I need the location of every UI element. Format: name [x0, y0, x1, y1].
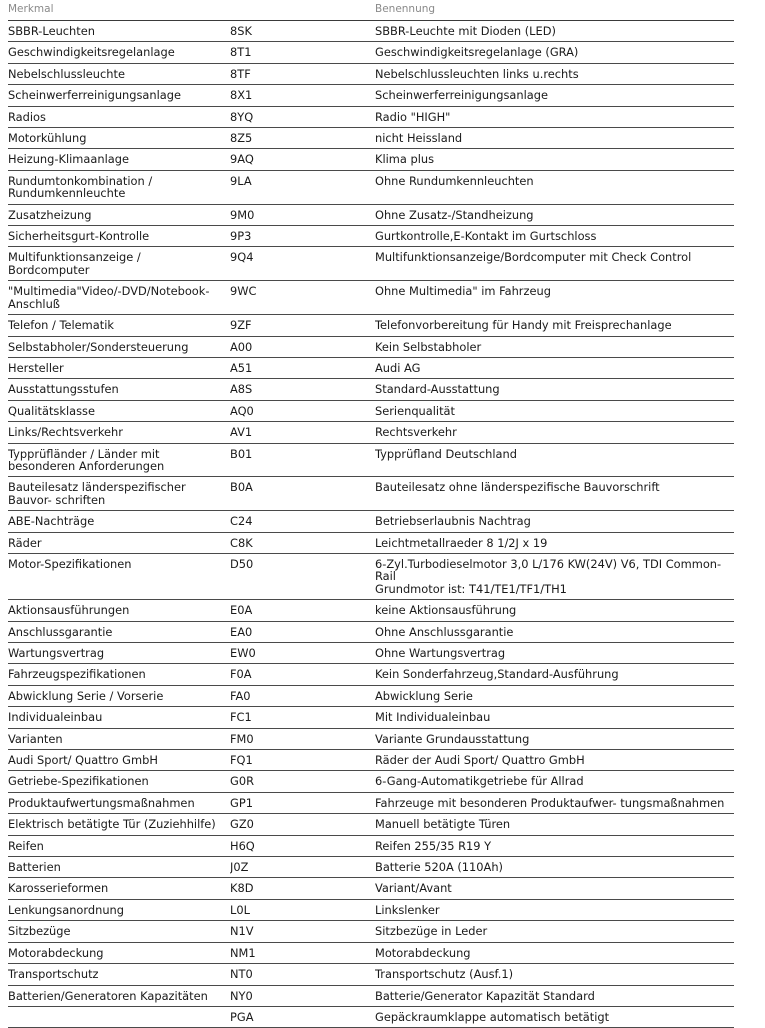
benennung-cell: Reifen 255/35 R19 Y [375, 835, 734, 856]
code-cell: 8X1 [230, 85, 375, 106]
benennung-cell: Ohne Wartungsvertrag [375, 643, 734, 664]
code-cell: 9WC [230, 281, 375, 315]
code-cell: GP1 [230, 792, 375, 813]
table-row [8, 477, 734, 511]
table-row [8, 106, 734, 127]
merkmal-cell: Ausstattungsstufen [8, 379, 230, 400]
benennung-cell: Gepäckraumklappe automatisch betätigt [375, 1006, 734, 1027]
table-row [8, 857, 734, 878]
benennung-cell: Ohne Multimedia" im Fahrzeug [375, 281, 734, 315]
benennung-cell: Kein Sonderfahrzeug,Standard-Ausführung [375, 664, 734, 685]
merkmal-cell: Individualeinbau [8, 707, 230, 728]
benennung-cell: Nebelschlussleuchten links u.rechts [375, 63, 734, 84]
benennung-cell: Abwicklung Serie [375, 685, 734, 706]
benennung-cell: Kein Selbstabholer [375, 336, 734, 357]
benennung-cell: Fahrzeuge mit besonderen Produktaufwer- tungsmaßnahmen [375, 792, 734, 813]
merkmal-cell: Räder [8, 532, 230, 553]
merkmal-cell: Getriebe-Spezifikationen [8, 771, 230, 792]
benennung-cell: Typprüfland Deutschland [375, 443, 734, 477]
merkmal-cell: Abwicklung Serie / Vorserie [8, 685, 230, 706]
merkmal-cell: Elektrisch betätigte Tür (Zuziehhilfe) [8, 814, 230, 835]
benennung-cell: Sitzbezüge in Leder [375, 921, 734, 942]
table-row [8, 707, 734, 728]
table-row [8, 315, 734, 336]
benennung-cell: Variant/Avant [375, 878, 734, 899]
table-row [8, 247, 734, 281]
benennung-cell: 6-Gang-Automatikgetriebe für Allrad [375, 771, 734, 792]
code-cell: FA0 [230, 685, 375, 706]
merkmal-cell: Typprüfländer / Länder mit besonderen Anforderungen [8, 443, 230, 477]
benennung-cell: Gurtkontrolle,E-Kontakt im Gurtschloss [375, 226, 734, 247]
code-cell: A51 [230, 357, 375, 378]
benennung-cell: SBBR-Leuchte mit Dioden (LED) [375, 21, 734, 42]
table-row [8, 128, 734, 149]
code-cell: GZ0 [230, 814, 375, 835]
code-cell: A8S [230, 379, 375, 400]
merkmal-cell: Motorabdeckung [8, 942, 230, 963]
benennung-cell: Motorabdeckung [375, 942, 734, 963]
merkmal-cell: Karosserieformen [8, 878, 230, 899]
table-row [8, 226, 734, 247]
code-cell: J0Z [230, 857, 375, 878]
merkmal-cell: Geschwindigkeitsregelanlage [8, 42, 230, 63]
table-row [8, 878, 734, 899]
benennung-cell: keine Aktionsausführung [375, 600, 734, 621]
code-cell: N1V [230, 921, 375, 942]
benennung-cell: Manuell betätigte Türen [375, 814, 734, 835]
benennung-cell: Multifunktionsanzeige/Bordcomputer mit Check Control [375, 247, 734, 281]
options-table-body [8, 21, 734, 1028]
merkmal-cell: Multifunktionsanzeige / Bordcomputer [8, 247, 230, 281]
table-row [8, 835, 734, 856]
table-row [8, 422, 734, 443]
table-row [8, 964, 734, 985]
table-row [8, 814, 734, 835]
benennung-cell: Ohne Rundumkennleuchten [375, 170, 734, 204]
merkmal-cell: Wartungsvertrag [8, 643, 230, 664]
benennung-cell: Rechtsverkehr [375, 422, 734, 443]
merkmal-cell: SBBR-Leuchten [8, 21, 230, 42]
merkmal-cell: Fahrzeugspezifikationen [8, 664, 230, 685]
code-cell: B01 [230, 443, 375, 477]
merkmal-cell: "Multimedia"Video/-DVD/Notebook- Anschluß [8, 281, 230, 315]
benennung-cell: Betriebserlaubnis Nachtrag [375, 511, 734, 532]
code-cell: 8T1 [230, 42, 375, 63]
code-cell: B0A [230, 477, 375, 511]
merkmal-cell: Batterien/Generatoren Kapazitäten [8, 985, 230, 1006]
benennung-cell: Transportschutz (Ausf.1) [375, 964, 734, 985]
merkmal-cell: Anschlussgarantie [8, 621, 230, 642]
code-cell: FC1 [230, 707, 375, 728]
code-cell: G0R [230, 771, 375, 792]
code-cell: 9P3 [230, 226, 375, 247]
header-benennung: Benennung [375, 3, 436, 15]
code-cell: 8YQ [230, 106, 375, 127]
merkmal-cell: Zusatzheizung [8, 204, 230, 225]
table-row [8, 149, 734, 170]
code-cell: D50 [230, 553, 375, 599]
benennung-cell: Ohne Zusatz-/Standheizung [375, 204, 734, 225]
table-header [8, 0, 734, 21]
code-cell: 9LA [230, 170, 375, 204]
benennung-cell: Klima plus [375, 149, 734, 170]
table-row [8, 792, 734, 813]
benennung-cell: Geschwindigkeitsregelanlage (GRA) [375, 42, 734, 63]
table-row [8, 170, 734, 204]
table-row [8, 63, 734, 84]
table-row [8, 899, 734, 920]
benennung-cell: Ohne Anschlussgarantie [375, 621, 734, 642]
merkmal-cell: Transportschutz [8, 964, 230, 985]
merkmal-cell: Radios [8, 106, 230, 127]
merkmal-cell [8, 1006, 230, 1027]
benennung-cell: Audi AG [375, 357, 734, 378]
code-cell: NT0 [230, 964, 375, 985]
code-cell: K8D [230, 878, 375, 899]
table-row [8, 357, 734, 378]
table-row [8, 643, 734, 664]
merkmal-cell: Varianten [8, 728, 230, 749]
code-cell: H6Q [230, 835, 375, 856]
merkmal-cell: Motorkühlung [8, 128, 230, 149]
table-row [8, 942, 734, 963]
code-cell: 9AQ [230, 149, 375, 170]
code-cell: 9Q4 [230, 247, 375, 281]
code-cell: E0A [230, 600, 375, 621]
table-row [8, 553, 734, 599]
table-row [8, 21, 734, 42]
code-cell: 8TF [230, 63, 375, 84]
table-row [8, 771, 734, 792]
table-row [8, 532, 734, 553]
merkmal-cell: Aktionsausführungen [8, 600, 230, 621]
code-cell: EA0 [230, 621, 375, 642]
merkmal-cell: Selbstabholer/Sondersteuerung [8, 336, 230, 357]
benennung-cell: 6-Zyl.Turbodieselmotor 3,0 L/176 KW(24V) V6, TDI Common-Rail Grundmotor ist: T41/TE1/TF1/TH1 [375, 553, 734, 599]
code-cell: NM1 [230, 942, 375, 963]
merkmal-cell: Links/Rechtsverkehr [8, 422, 230, 443]
benennung-cell: Variante Grundausstattung [375, 728, 734, 749]
benennung-cell: Radio "HIGH" [375, 106, 734, 127]
table-row [8, 400, 734, 421]
code-cell: C8K [230, 532, 375, 553]
table-row [8, 621, 734, 642]
code-cell: L0L [230, 899, 375, 920]
header-merkmal: Merkmal [8, 3, 54, 15]
table-row [8, 600, 734, 621]
table-row [8, 204, 734, 225]
table-row [8, 443, 734, 477]
merkmal-cell: Sitzbezüge [8, 921, 230, 942]
merkmal-cell: Motor-Spezifikationen [8, 553, 230, 599]
table-row [8, 728, 734, 749]
benennung-cell: Räder der Audi Sport/ Quattro GmbH [375, 750, 734, 771]
merkmal-cell: Nebelschlussleuchte [8, 63, 230, 84]
benennung-cell: Scheinwerferreinigungsanlage [375, 85, 734, 106]
table-row [8, 750, 734, 771]
code-cell: 8SK [230, 21, 375, 42]
code-cell: 9ZF [230, 315, 375, 336]
code-cell: EW0 [230, 643, 375, 664]
merkmal-cell: Heizung-Klimaanlage [8, 149, 230, 170]
code-cell: FQ1 [230, 750, 375, 771]
benennung-cell: Serienqualität [375, 400, 734, 421]
code-cell: AQ0 [230, 400, 375, 421]
code-cell: FM0 [230, 728, 375, 749]
table-row [8, 281, 734, 315]
merkmal-cell: Reifen [8, 835, 230, 856]
table-row [8, 511, 734, 532]
table-row [8, 664, 734, 685]
code-cell: A00 [230, 336, 375, 357]
code-cell: NY0 [230, 985, 375, 1006]
merkmal-cell: Scheinwerferreinigungsanlage [8, 85, 230, 106]
benennung-cell: Mit Individualeinbau [375, 707, 734, 728]
merkmal-cell: Telefon / Telematik [8, 315, 230, 336]
merkmal-cell: Qualitätsklasse [8, 400, 230, 421]
merkmal-cell: Produktaufwertungsmaßnahmen [8, 792, 230, 813]
code-cell: F0A [230, 664, 375, 685]
benennung-cell: Batterie 520A (110Ah) [375, 857, 734, 878]
benennung-cell: Linkslenker [375, 899, 734, 920]
code-cell: AV1 [230, 422, 375, 443]
code-cell: 9M0 [230, 204, 375, 225]
table-row [8, 379, 734, 400]
merkmal-cell: Batterien [8, 857, 230, 878]
table-row [8, 1006, 734, 1027]
code-cell: PGA [230, 1006, 375, 1027]
code-cell: C24 [230, 511, 375, 532]
merkmal-cell: Lenkungsanordnung [8, 899, 230, 920]
table-row [8, 85, 734, 106]
merkmal-cell: Bauteilesatz länderspezifischer Bauvor- schriften [8, 477, 230, 511]
table-row [8, 685, 734, 706]
benennung-cell: Standard-Ausstattung [375, 379, 734, 400]
table-row [8, 921, 734, 942]
merkmal-cell: Rundumtonkombination / Rundumkennleuchte [8, 170, 230, 204]
code-cell: 8Z5 [230, 128, 375, 149]
benennung-cell: Batterie/Generator Kapazität Standard [375, 985, 734, 1006]
options-table [8, 21, 734, 1028]
benennung-cell: Telefonvorbereitung für Handy mit Freisprechanlage [375, 315, 734, 336]
benennung-cell: nicht Heissland [375, 128, 734, 149]
table-row [8, 985, 734, 1006]
merkmal-cell: Audi Sport/ Quattro GmbH [8, 750, 230, 771]
merkmal-cell: Hersteller [8, 357, 230, 378]
benennung-cell: Bauteilesatz ohne länderspezifische Bauvorschrift [375, 477, 734, 511]
merkmal-cell: ABE-Nachträge [8, 511, 230, 532]
benennung-cell: Leichtmetallraeder 8 1/2J x 19 [375, 532, 734, 553]
table-row [8, 42, 734, 63]
merkmal-cell: Sicherheitsgurt-Kontrolle [8, 226, 230, 247]
table-row [8, 336, 734, 357]
